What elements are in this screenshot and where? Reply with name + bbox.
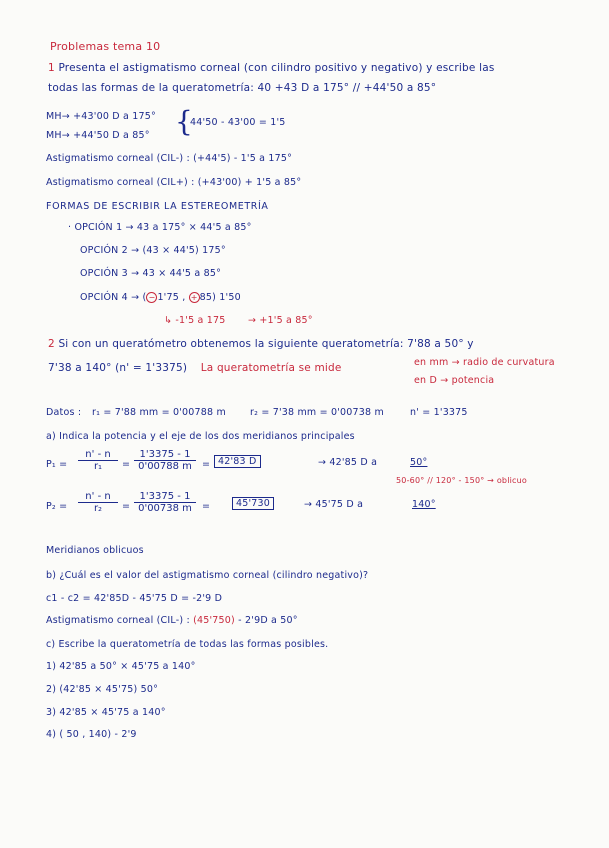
q2-statement-line2 (48, 362, 342, 375)
q2-astigmatism (46, 614, 298, 627)
q2b-statement: b) ¿Cuál es el valor del astigmatismo corneal (cilindro negativo)? (46, 570, 369, 581)
q1-astig-cil-pos: Astigmatismo corneal (CIL+) : (+43'00) + 1'5 a 85° (46, 177, 302, 188)
q1-mh1: MH→ +43'00 D a 175° (46, 111, 156, 122)
equals-sign: = (202, 459, 211, 470)
p2-value-fraction (134, 491, 196, 514)
p2-formula-den: r₂ (93, 503, 103, 514)
form-4: 4) ( 50 , 140) - 2'9 (46, 729, 137, 740)
plus-circle: + (189, 292, 200, 303)
option-2: OPCIÓN 2 → (43 × 44'5) 175° (80, 245, 226, 256)
q2-text-line2: 7'38 a 140° (n' = 1'3375) (48, 362, 188, 374)
meridianos-heading: Meridianos oblicuos (46, 545, 144, 556)
datos-r1: r₁ = 7'88 mm = 0'00788 m (92, 407, 226, 418)
option-4-note-minus: ↳ -1'5 a 175 (164, 315, 226, 326)
form-2: 2) (42'85 × 45'75) 50° (46, 684, 159, 695)
q2-number: 2 (48, 338, 55, 350)
option-4 (80, 291, 241, 304)
option-1: · OPCIÓN 1 → 43 a 175° × 44'5 a 85° (68, 222, 252, 233)
datos-n: n' = 1'3375 (410, 407, 468, 418)
p2-value-num: 1'3375 - 1 (134, 491, 196, 503)
q1-mh2: MH→ +44'50 D a 85° (46, 130, 150, 141)
q2-red-note-mm: en mm → radio de curvatura (414, 357, 555, 368)
p2-result: → 45'75 D a (304, 499, 364, 510)
curly-brace: { (175, 105, 193, 138)
p1-result: → 42'85 D a (318, 457, 378, 468)
astig-label: Astigmatismo corneal (CIL-) : (46, 615, 194, 626)
datos-label: Datos : (46, 407, 82, 418)
p1-value-num: 1'3375 - 1 (134, 449, 196, 461)
page-title: Problemas tema 10 (50, 40, 161, 53)
q2-statement-line1 (48, 338, 474, 351)
q2-text-line1: Si con un queratómetro obtenemos la siguiente queratometría: 7'88 a 50° y (58, 338, 474, 350)
p2-value-den: 0'00738 m (138, 503, 192, 514)
p1-value-fraction (134, 449, 196, 472)
option-4-note-plus: → +1'5 a 85° (248, 315, 313, 326)
p1-value-den: 0'00788 m (138, 461, 192, 472)
p2-formula-num: n' - n (78, 491, 118, 503)
astig-rest: - 2'9D a 50° (234, 615, 298, 626)
q1-text-line1: Presenta el astigmatismo corneal (con cilindro positivo y negativo) y escribe las (58, 62, 495, 74)
p2-formula-fraction (78, 491, 118, 514)
q1-statement-line1 (48, 62, 495, 75)
q1-number: 1 (48, 62, 55, 74)
option-4-mid: 1'75 , (157, 292, 186, 303)
q2c-statement: c) Escribe la queratometría de todas las formas posibles. (46, 639, 329, 650)
q1-statement-line2: todas las formas de la queratometría: 40 +43 D a 175° // +44'50 a 85° (48, 82, 437, 94)
p2-label: P₂ = (46, 501, 68, 512)
option-3: OPCIÓN 3 → 43 × 44'5 a 85° (80, 268, 222, 279)
equals-sign: = (202, 501, 211, 512)
formas-heading: FORMAS DE ESCRIBIR LA ESTEREOMETRÍA (46, 201, 269, 212)
p1-formula-fraction (78, 449, 118, 472)
p1-formula-num: n' - n (78, 449, 118, 461)
equals-sign: = (122, 501, 131, 512)
minus-circle: − (146, 292, 157, 303)
q2-red-remark: La queratometría se mide (200, 362, 342, 374)
q2a-statement: a) Indica la potencia y el eje de los dos meridianos principales (46, 431, 355, 442)
p1-axis: 50° (410, 457, 428, 468)
p1-label: P₁ = (46, 459, 68, 470)
q1-astig-cil-neg: Astigmatismo corneal (CIL-) : (+44'5) - 1'5 a 175° (46, 153, 293, 164)
p1-oblique-note: 50-60° // 120° - 150° → oblicuo (396, 476, 528, 485)
option-4-open: ( (142, 292, 147, 303)
datos-r2: r₂ = 7'38 mm = 0'00738 m (250, 407, 384, 418)
p2-result-box: 45'730 (232, 497, 274, 510)
q1-brace-result: 44'50 - 43'00 = 1'5 (190, 117, 286, 128)
p1-formula-den: r₁ (93, 461, 103, 472)
q2-red-note-d: en D → potencia (414, 375, 495, 386)
form-3: 3) 42'85 × 45'75 a 140° (46, 707, 166, 718)
form-1: 1) 42'85 a 50° × 45'75 a 140° (46, 661, 196, 672)
equals-sign: = (122, 459, 131, 470)
option-4-label: OPCIÓN 4 → (80, 292, 140, 303)
p2-axis: 140° (412, 499, 436, 510)
astig-red-value: (45'750) (193, 615, 235, 626)
option-4-end: 85) 1'50 (199, 292, 241, 303)
p1-result-box: 42'83 D (214, 455, 261, 468)
cil-difference: c1 - c2 = 42'85D - 45'75 D = -2'9 D (46, 593, 223, 604)
